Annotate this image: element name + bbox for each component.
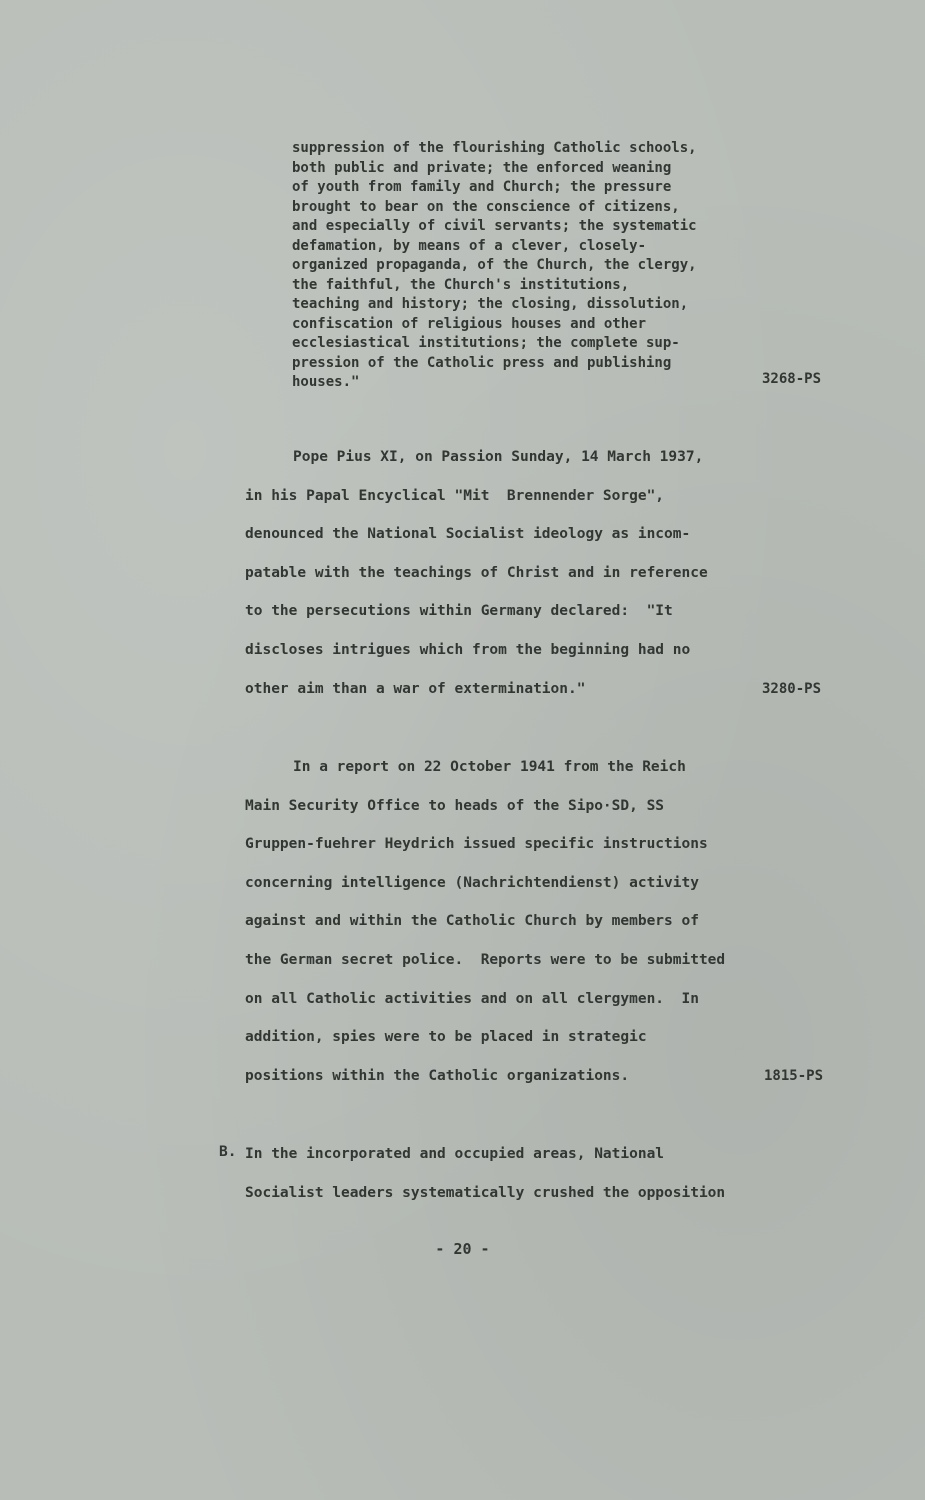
paragraph-line: Socialist leaders systematically crushed the opposition — [245, 1184, 726, 1201]
document-reference: 1815-PS — [764, 1068, 824, 1084]
paragraph-section-b — [245, 1144, 725, 1221]
paragraph-line: against and within the Catholic Church by members of — [245, 913, 699, 930]
quote-line: confiscation of religious houses and other — [292, 315, 647, 332]
paragraph-line: Pope Pius XI, on Passion Sunday, 14 March 1937, — [293, 449, 704, 465]
quote-line: defamation, by means of a clever, closely- — [292, 237, 647, 254]
paragraph-line: denounced the National Socialist ideology as incom- — [245, 526, 691, 543]
paragraph-line: discloses intrigues which from the beginning had no — [245, 641, 691, 658]
paragraph-pius-encyclical — [245, 447, 708, 717]
document-reference: 3268-PS — [762, 371, 822, 387]
paragraph-line: in his Papal Encyclical "Mit Brennender Sorge", — [245, 487, 665, 504]
quote-line: the faithful, the Church's institutions, — [292, 276, 630, 293]
section-letter: B. — [219, 1144, 237, 1160]
quote-line: of youth from family and Church; the pressure — [292, 179, 672, 195]
paragraph-line: to the persecutions within Germany declared: "It — [245, 603, 673, 620]
paragraph-line: the German secret police. Reports were to be submitted — [245, 951, 726, 968]
quote-line: organized propaganda, of the Church, the clergy, — [292, 257, 697, 273]
page-number: - 20 - — [435, 1240, 490, 1258]
paragraph-line: positions within the Catholic organizations. — [245, 1067, 630, 1084]
quote-line: pression of the Catholic press and publishing — [292, 354, 672, 371]
quote-line: both public and private; the enforced weaning — [292, 159, 672, 176]
paragraph-line: patable with the teachings of Christ and in reference — [245, 564, 708, 581]
quote-line: teaching and history; the closing, dissolution, — [292, 296, 689, 312]
document-reference: 3280-PS — [762, 681, 822, 697]
paragraph-line: In the incorporated and occupied areas, National — [245, 1146, 665, 1162]
quote-line: brought to bear on the conscience of citizens, — [292, 198, 680, 215]
paragraph-line: Main Security Office to heads of the Sipo·SD, SS — [245, 797, 665, 814]
paragraph-line: other aim than a war of extermination." — [245, 680, 586, 697]
paragraph-line: Gruppen-fuehrer Heydrich issued specific instructions — [245, 836, 708, 853]
paragraph-line: concerning intelligence (Nachrichtendienst) activity — [245, 874, 699, 891]
paragraph-heydrich-report — [245, 757, 725, 1104]
paragraph-line: In a report on 22 October 1941 from the Reich — [293, 759, 686, 775]
quoted-passage — [292, 139, 697, 393]
quote-line: ecclesiastical institutions; the complete sup- — [292, 335, 680, 351]
quote-line: houses." — [292, 374, 360, 390]
paragraph-line: on all Catholic activities and on all clergymen. In — [245, 990, 699, 1007]
quote-line: suppression of the flourishing Catholic schools, — [292, 140, 697, 156]
paragraph-line: addition, spies were to be placed in strategic — [245, 1029, 647, 1046]
quote-line: and especially of civil servants; the systematic — [292, 218, 697, 234]
